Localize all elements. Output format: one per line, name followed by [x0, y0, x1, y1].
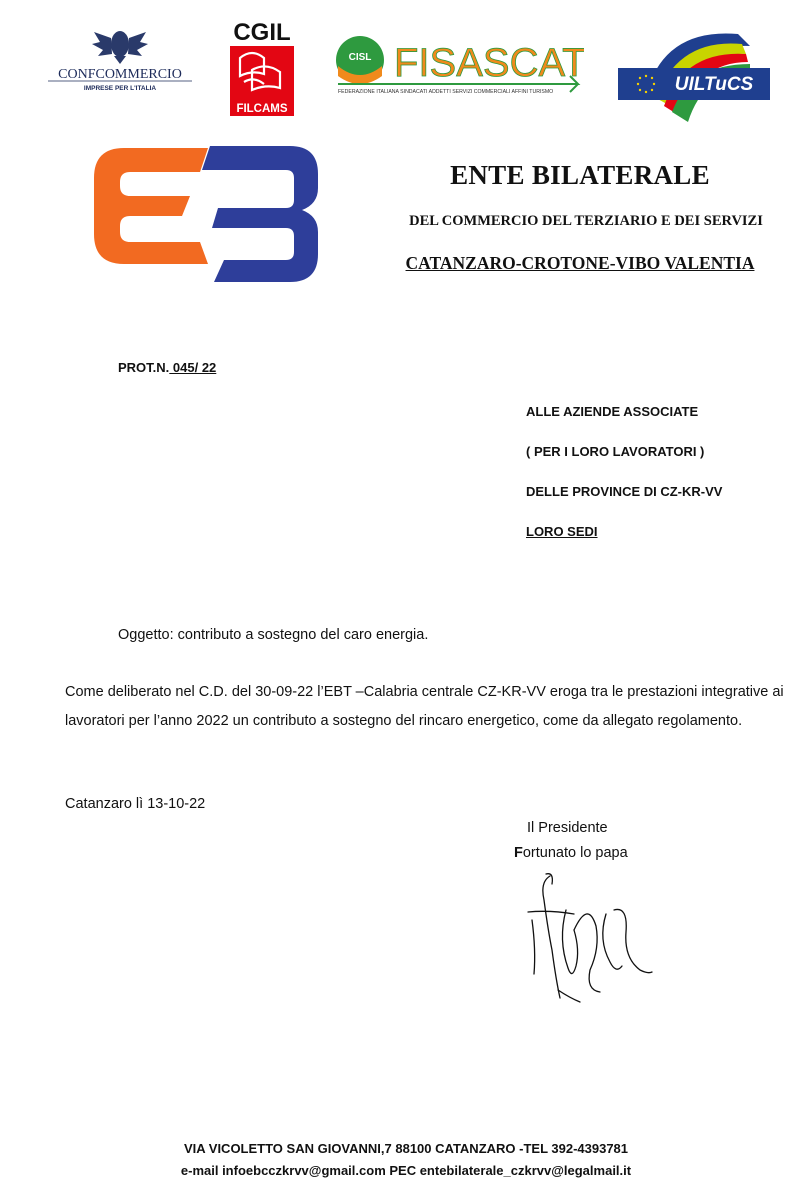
letter-subject: Oggetto: contributo a sostegno del caro energia.: [118, 627, 429, 643]
footer-address: VIA VICOLETTO SAN GIOVANNI,7 88100 CATANZARO -TEL 392-4393781: [183, 1141, 629, 1156]
protocol-number: 045/ 22: [169, 360, 217, 375]
addressee-line: ( PER I LORO LAVORATORI ): [526, 444, 705, 459]
confcommercio-logo: [40, 24, 200, 96]
fisascat-tagline: FEDERAZIONE ITALIANA SINDACATI ADDETTI SERVIZI COMMERCIALI AFFINI TURISMO: [338, 89, 554, 95]
handwritten-signature: [510, 870, 660, 1010]
footer-contacts: e-mail infoebcczkrvv@gmail.com PEC entebilaterale_czkrvv@legalmail.it: [180, 1163, 632, 1178]
letter-body: Come deliberato nel C.D. del 30-09-22 l’EBT –Calabria centrale CZ-KR-VV eroga tra le prestazioni integrative ai lavoratori per l’anno 2022 un contributo a sostegno del rincaro energetico, come da allegato regolamento.: [65, 684, 784, 729]
signatory-role: Il Presidente: [527, 820, 608, 836]
addressee-line: LORO SEDI: [526, 524, 598, 539]
page-title: ENTE BILATERALE: [450, 160, 710, 190]
header-subtitle: DEL COMMERCIO DEL TERZIARIO E DEI SERVIZI: [409, 213, 763, 229]
addressee-line: ALLE AZIENDE ASSOCIATE: [526, 404, 699, 419]
addressee-line: DELLE PROVINCE DI CZ-KR-VV: [526, 484, 723, 499]
place-date: Catanzaro lì 13-10-22: [65, 796, 206, 812]
cisl-badge: CISL: [348, 52, 372, 63]
confcommercio-name: CONFCOMMERCIO: [58, 67, 182, 82]
signatory-name: [514, 845, 628, 861]
cisl-fisascat-logo: [332, 36, 584, 96]
protocol-label: PROT.N.: [118, 360, 170, 375]
fisascat-name: FISASCAT: [394, 41, 584, 85]
cgil-name: CGIL: [233, 19, 291, 46]
ente-bilaterale-logo: [90, 144, 322, 286]
filcams-name: FILCAMS: [236, 103, 288, 115]
protocol-line: [118, 360, 216, 375]
signatory-surname: ortunato lo papa: [522, 845, 628, 861]
cgil-filcams-logo: [222, 18, 302, 118]
uiltucs-logo: [618, 28, 770, 128]
confcommercio-tagline: IMPRESE PER L'ITALIA: [83, 85, 157, 92]
header-area: CATANZARO-CROTONE-VIBO VALENTIA: [405, 253, 755, 273]
uiltucs-name: UILTuCS: [674, 74, 754, 95]
signatory-initial: F: [514, 845, 523, 861]
